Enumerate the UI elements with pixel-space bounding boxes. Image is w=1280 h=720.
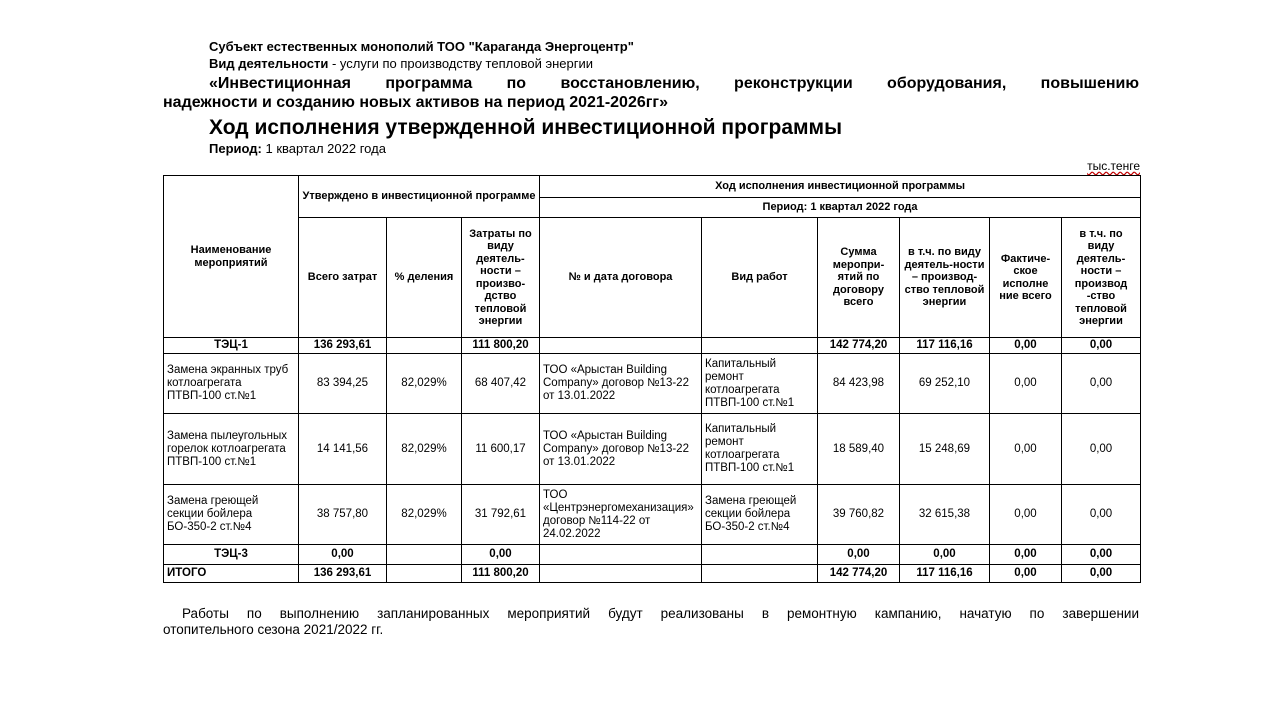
row-total: 14 141,56 (299, 414, 387, 485)
investment-table (163, 175, 1141, 583)
table-row (164, 338, 1141, 354)
row-contract: ТОО «Арыстан Building Company» договор №13-22 от 13.01.2022 (540, 354, 702, 414)
row-contract (540, 338, 702, 354)
table-row-total (164, 565, 1141, 583)
row-actual-incl: 0,00 (1062, 565, 1141, 583)
row-actual-incl: 0,00 (1062, 354, 1141, 414)
period-line (209, 141, 386, 157)
row-sum: 18 589,40 (818, 414, 900, 485)
table-row (164, 485, 1141, 545)
row-actual: 0,00 (990, 354, 1062, 414)
header-incl-production: в т.ч. по виду деятель-ности – производ-ство тепловой энергии (900, 218, 990, 338)
header-costs: Затраты по виду деятель-ности – произво-дство тепловой энергии (462, 218, 540, 338)
header-name: Наименование мероприятий (164, 176, 299, 338)
row-total: 83 394,25 (299, 354, 387, 414)
row-costs: 11 600,17 (462, 414, 540, 485)
row-actual: 0,00 (990, 545, 1062, 565)
table-row (164, 545, 1141, 565)
row-contract: ТОО «Арыстан Building Company» договор №13-22 от 13.01.2022 (540, 414, 702, 485)
program-title-line1: «Инвестиционная программа по восстановлению, реконструкции оборудования, повышению (209, 75, 1139, 92)
row-work: Капитальный ремонт котлоагрегата ПТВП-100 ст.№1 (702, 354, 818, 414)
row-work (702, 338, 818, 354)
row-percent (387, 565, 462, 583)
row-sum: 142 774,20 (818, 338, 900, 354)
header-actual: Фактиче-ское исполне ние всего (990, 218, 1062, 338)
row-total: 0,00 (299, 545, 387, 565)
period-value: 1 квартал 2022 года (261, 141, 386, 156)
row-name: ТЭЦ-3 (164, 545, 299, 565)
row-percent (387, 545, 462, 565)
header-contract: № и дата договора (540, 218, 702, 338)
row-costs: 0,00 (462, 545, 540, 565)
row-actual: 0,00 (990, 414, 1062, 485)
row-name: ИТОГО (164, 565, 299, 583)
header-progress-group: Ход исполнения инвестиционной программы (540, 176, 1141, 198)
row-incl: 117 116,16 (900, 338, 990, 354)
row-work (702, 565, 818, 583)
company-line: Субъект естественных монополий ТОО "Караганда Энергоцентр" (209, 39, 634, 54)
row-percent: 82,029% (387, 354, 462, 414)
row-actual: 0,00 (990, 338, 1062, 354)
row-work (702, 545, 818, 565)
activity-label: Вид деятельности (209, 56, 329, 71)
row-actual-incl: 0,00 (1062, 545, 1141, 565)
row-total: 136 293,61 (299, 565, 387, 583)
table-row (164, 354, 1141, 414)
row-incl: 0,00 (900, 545, 990, 565)
row-total: 136 293,61 (299, 338, 387, 354)
row-sum: 142 774,20 (818, 565, 900, 583)
footer-note (163, 606, 1139, 638)
row-contract (540, 565, 702, 583)
row-total: 38 757,80 (299, 485, 387, 545)
row-contract (540, 545, 702, 565)
page-title: Ход исполнения утвержденной инвестиционной программы (209, 116, 843, 139)
row-percent: 82,029% (387, 414, 462, 485)
row-percent (387, 338, 462, 354)
program-title-line2: надежности и созданию новых активов на период 2021-2026гг» (163, 94, 668, 111)
header-contract-sum: Сумма меропри-ятий по договору всего (818, 218, 900, 338)
period-label: Период: (209, 141, 262, 156)
row-work: Капитальный ремонт котлоагрегата ПТВП-100 ст.№1 (702, 414, 818, 485)
row-costs: 68 407,42 (462, 354, 540, 414)
row-work: Замена греющей секции бойлера БО-350-2 ст.№4 (702, 485, 818, 545)
header-work-type: Вид работ (702, 218, 818, 338)
row-costs: 111 800,20 (462, 338, 540, 354)
header-progress-period: Период: 1 квартал 2022 года (540, 198, 1141, 218)
row-costs: 31 792,61 (462, 485, 540, 545)
row-percent: 82,029% (387, 485, 462, 545)
header-approved-group: Утверждено в инвестиционной программе (299, 176, 540, 218)
row-name: Замена экранных труб котлоагрегата ПТВП-100 ст.№1 (164, 354, 299, 414)
row-sum: 39 760,82 (818, 485, 900, 545)
row-actual-incl: 0,00 (1062, 338, 1141, 354)
row-incl: 69 252,10 (900, 354, 990, 414)
row-costs: 111 800,20 (462, 565, 540, 583)
row-incl: 117 116,16 (900, 565, 990, 583)
activity-value: - услуги по производству тепловой энергии (328, 56, 594, 71)
row-actual-incl: 0,00 (1062, 485, 1141, 545)
row-incl: 15 248,69 (900, 414, 990, 485)
row-name: Замена пылеугольных горелок котлоагрегата ПТВП-100 ст.№1 (164, 414, 299, 485)
row-name: Замена греющей секции бойлера БО-350-2 ст.№4 (164, 485, 299, 545)
footer-line2: отопительного сезона 2021/2022 гг. (163, 622, 384, 637)
footer-line1: Работы по выполнению запланированных мероприятий будут реализованы в ремонтную кампанию, начатую по завершении (182, 606, 1139, 621)
header-actual-incl: в т.ч. по виду деятель-ности – производ -ство тепловой энергии (1062, 218, 1141, 338)
currency-unit: тыс.тенге (1087, 159, 1140, 173)
table-row (164, 414, 1141, 485)
program-title (163, 74, 1139, 112)
row-contract: ТОО «Центрэнергомеханизация» договор №114-22 от 24.02.2022 (540, 485, 702, 545)
row-actual: 0,00 (990, 485, 1062, 545)
row-sum: 84 423,98 (818, 354, 900, 414)
header-percent: % деления (387, 218, 462, 338)
activity-line (209, 56, 593, 72)
row-actual: 0,00 (990, 565, 1062, 583)
row-actual-incl: 0,00 (1062, 414, 1141, 485)
row-sum: 0,00 (818, 545, 900, 565)
header-total: Всего затрат (299, 218, 387, 338)
row-incl: 32 615,38 (900, 485, 990, 545)
row-name: ТЭЦ-1 (164, 338, 299, 354)
